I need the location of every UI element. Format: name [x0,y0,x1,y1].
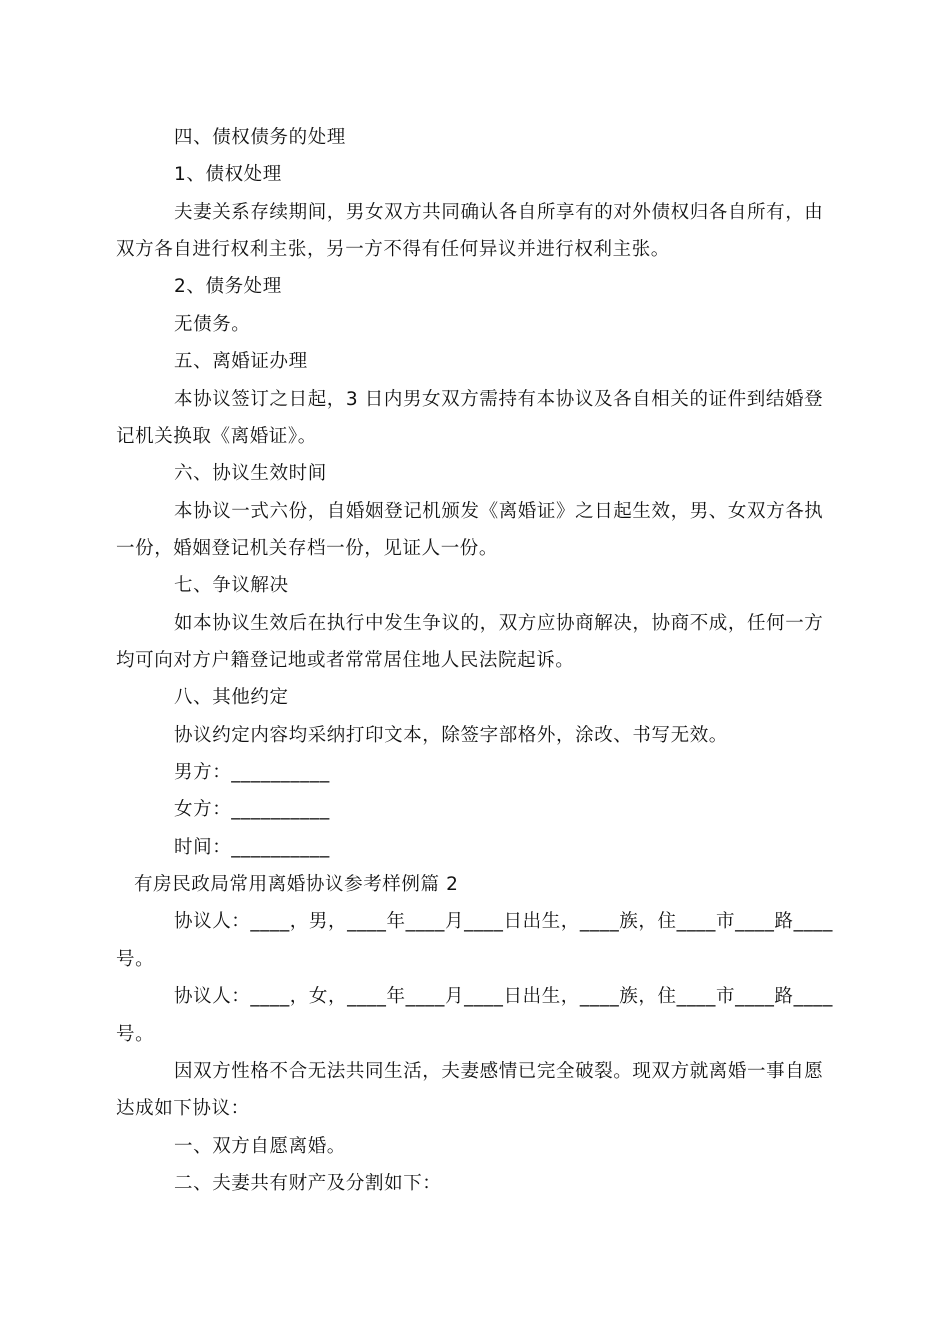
paragraph-line: 夫妻关系存续期间，男女双方共同确认各自所享有的对外债权归各自所有，由 [174,202,824,223]
clause-line: 一、双方自愿离婚。 [174,1136,346,1157]
paragraph-line: 无债务。 [174,314,251,335]
section-heading-other: 八、其他约定 [174,687,289,708]
paragraph-line: 号。 [116,949,155,970]
paragraph-line: 本协议一式六份，自婚姻登记机颁发《离婚证》之日起生效，男、女双方各执 [174,501,824,522]
document-title: 有房民政局常用离婚协议参考样例篇 2 [134,874,459,895]
section-heading-effective: 六、协议生效时间 [174,463,327,484]
paragraph-line: 记机关换取《离婚证》。 [116,426,317,447]
paragraph-line: 双方各自进行权利主张，另一方不得有任何异议并进行权利主张。 [116,239,670,260]
paragraph-line: 均可向对方户籍登记地或者常常居住地人民法院起诉。 [116,650,575,671]
paragraph-line: 达成如下协议： [116,1098,250,1119]
section-heading-certificate: 五、离婚证办理 [174,351,308,372]
paragraph-line: 协议约定内容均采纳打印文本，除签字部格外，涂改、书写无效。 [174,725,728,746]
subheading-debt: 2、债务处理 [174,276,282,297]
clause-line: 二、夫妻共有财产及分割如下： [174,1173,442,1194]
signature-male: 男方：__________ [174,762,330,783]
paragraph-line: 因双方性格不合无法共同生活，夫妻感情已完全破裂。现双方就离婚一事自愿 [174,1061,824,1082]
paragraph-line: 一份，婚姻登记机关存档一份，见证人一份。 [116,538,499,559]
paragraph-line: 本协议签订之日起，3 日内男女双方需持有本协议及各自相关的证件到结婚登 [174,389,824,410]
paragraph-line: 如本协议生效后在执行中发生争议的，双方应协商解决，协商不成，任何一方 [174,613,824,634]
subheading-credit: 1、债权处理 [174,164,282,185]
paragraph-line: 号。 [116,1024,155,1045]
section-heading-dispute: 七、争议解决 [174,575,289,596]
section-heading-debts: 四、债权债务的处理 [174,127,346,148]
party-line: 协议人：____，男，____年____月____日出生，____族，住____市____路____ [174,911,834,932]
signature-female: 女方：__________ [174,799,330,820]
party-line: 协议人：____，女，____年____月____日出生，____族，住____市____路____ [174,986,834,1007]
signature-date: 时间：__________ [174,837,330,858]
